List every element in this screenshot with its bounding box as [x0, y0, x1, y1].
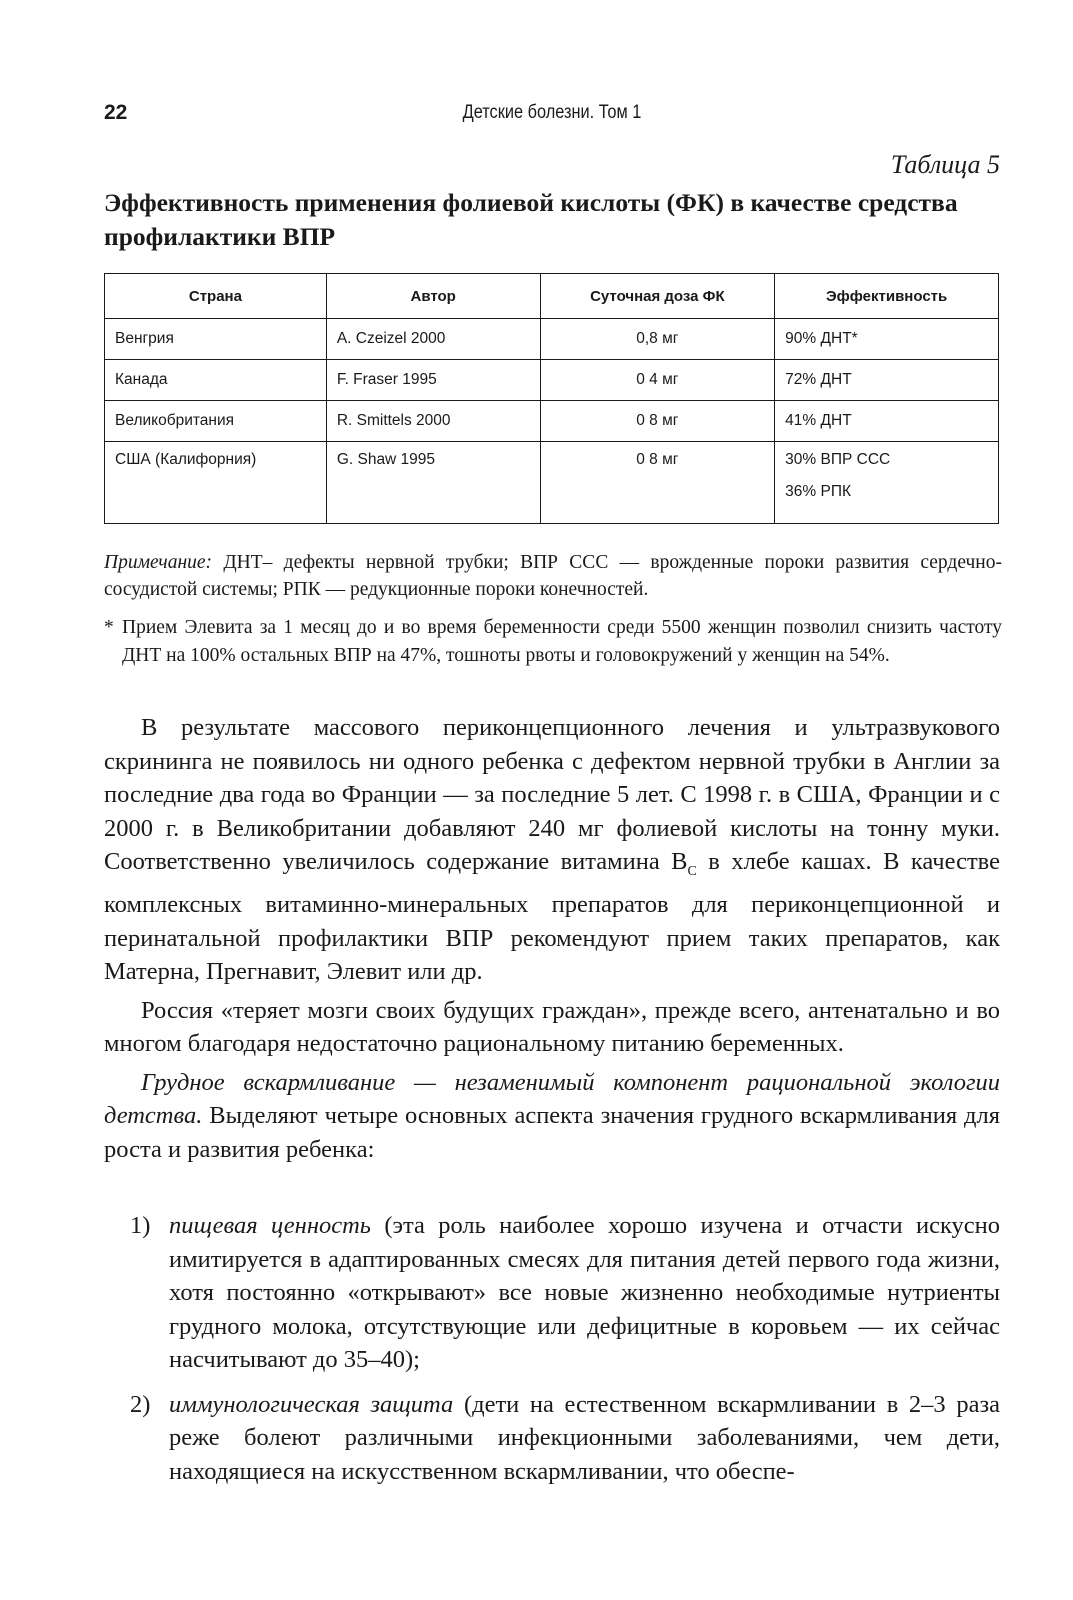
- cell-country: США (Калифорния): [105, 442, 327, 524]
- table-note: [104, 549, 1002, 603]
- table-label: Таблица 5: [890, 150, 1000, 179]
- paragraph-text: Выделяют четыре основных аспекта значения грудного вскармливания для роста и развития ребенка:: [104, 1102, 1000, 1163]
- column-header-country: Страна: [105, 274, 327, 319]
- running-head: [104, 101, 1000, 131]
- cell-author: F. Fraser 1995: [326, 360, 540, 401]
- cell-dose: 0 8 мг: [540, 442, 775, 524]
- list-text: (дети на естественном вскармливании в 2–3 раза реже болеют различными инфекционными заболеваниями, чем дети, находящиеся на искусственном вскармливании, что обеспе-: [169, 1390, 1000, 1485]
- list-number: 1): [130, 1212, 151, 1239]
- paragraph: [104, 1066, 1000, 1167]
- cell-country: Канада: [105, 360, 327, 401]
- main-text: [104, 711, 1000, 1166]
- footnote-text: Прием Элевита за 1 месяц до и во время беременности среди 5500 женщин позволил снизить частоту ДНТ на 100% остальных ВПР на 47%, тошноты рвоты и головокружений у женщин на 54%.: [122, 617, 1002, 666]
- note-label: Примечание:: [104, 552, 213, 573]
- table-title: Эффективность применения фолиевой кислоты (ФК) в качестве средства профилактики ВПР: [104, 188, 958, 251]
- cell-dose: 0 4 мг: [540, 360, 775, 401]
- table-row: [105, 360, 999, 401]
- efficacy-line: 30% ВПР ССС: [785, 451, 891, 468]
- paragraph-text: В результате массового периконцепционного лечения и ультразвукового скрининга не появилось ни одного ребенка с дефектом нервной трубки в Англии за последние два года во Франции — за последние 5 лет. С 1998 г. в США, Франции и с 2000 г. в Великобритании добавляют 240 мг фолиевой кислоты на тонну муки. Соответственно увеличилось содержание витамина В: [104, 714, 1000, 875]
- cell-author: G. Shaw 1995: [326, 442, 540, 524]
- table-row: [105, 442, 999, 524]
- cell-dose: 0 8 мг: [540, 401, 775, 442]
- column-header-dose: Суточная доза ФК: [540, 274, 775, 319]
- efficacy-table: [104, 273, 999, 524]
- cell-country: Венгрия: [105, 319, 327, 360]
- emphasis-text: Грудное вскармливание — незаменимый компонент рациональной экологии детства.: [104, 1068, 1000, 1130]
- table-row: [105, 319, 999, 360]
- aspects-list: [104, 1209, 1000, 1488]
- cell-country: Великобритания: [105, 401, 327, 442]
- paragraph: [104, 711, 1000, 989]
- paragraph-text: в хлебе кашах. В качестве комплексных витаминно-минеральных препаратов для периконцепционной и перинатальной профилактики ВПР рекомендуют прием таких препаратов, как Матерна, Прегнавит, Элевит или др.: [104, 848, 1000, 986]
- list-item: [104, 1209, 1000, 1377]
- cell-efficacy: 72% ДНТ: [775, 360, 999, 401]
- column-header-author: Автор: [326, 274, 540, 319]
- cell-efficacy: 41% ДНТ: [775, 401, 999, 442]
- note-text: ДНТ– дефекты нервной трубки; ВПР ССС — врожденные пороки развития сердечно-сосудистой системы; РПК — редукционные пороки конечностей.: [104, 552, 1002, 600]
- subscript: С: [687, 863, 697, 879]
- table-footnote: [104, 614, 1002, 670]
- cell-efficacy: [775, 442, 999, 524]
- cell-dose: 0,8 мг: [540, 319, 775, 360]
- table-row: [105, 401, 999, 442]
- column-header-efficacy: Эффективность: [775, 274, 999, 319]
- list-item: [104, 1388, 1000, 1489]
- cell-author: A. Czeizel 2000: [326, 319, 540, 360]
- footnote-mark: *: [104, 617, 114, 638]
- paragraph: Россия «теряет мозги своих будущих граждан», прежде всего, антенатально и во многом благодаря недостаточно рациональному питанию беременных.: [104, 996, 1000, 1058]
- list-text: (эта роль наиболее хорошо изучена и отчасти искусно имитируется в адаптированных смесях для питания детей первого года жизни, хотя постоянно «открывают» все новые жизненно необходимые нутриенты грудного молока, отсутствующие или дефицитные в коровьем — их сейчас насчитывают до 35–40);: [169, 1212, 1000, 1373]
- table-header-row: [105, 274, 999, 319]
- cell-author: R. Smittels 2000: [326, 401, 540, 442]
- efficacy-line: 36% РПК: [785, 483, 852, 500]
- page-number: 22: [104, 101, 128, 124]
- list-term: пищевая ценность: [169, 1212, 371, 1239]
- book-title: Детские болезни. Том 1: [462, 102, 642, 123]
- cell-efficacy: 90% ДНТ*: [775, 319, 999, 360]
- list-number: 2): [130, 1390, 151, 1418]
- list-term: иммунологическая защита: [169, 1390, 454, 1418]
